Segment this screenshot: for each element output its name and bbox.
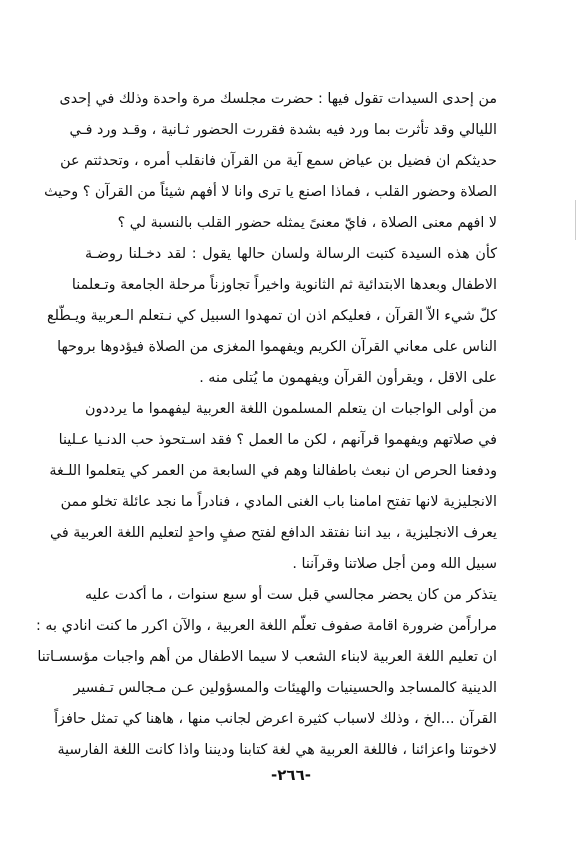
text-line: الناس على معاني القرآن الكريم ويفهموا المغزى من الصلاة فيؤدوها بروحها	[57, 339, 497, 355]
text-line: الاطفال وبعدها الابتدائية ثم الثانوية واخيراً تجاوزناً مرحلة الجامعة وتـعلمنا	[71, 277, 497, 293]
text-line: من إحدى السيدات تقول فيها : حضرت مجلسك مرة واحدة وذلك في إحدى	[59, 91, 497, 107]
text-line: يتذكر من كان يحضر مجالسي قبل ست أو سبع سنوات ، ما أكدت عليه	[85, 587, 497, 603]
page-number: -٢٦٦-	[271, 766, 311, 784]
text-line: كأن هذه السيدة كتبت الرسالة ولسان حالها يقول : لقد دخـلنا روضـة	[85, 246, 497, 262]
text-line: الدينية كالمساجد والحسينيات والهيئات والمسؤولين عـن مـجالس تـفسير	[73, 680, 497, 696]
text-line: الانجليزية لانها تفتح امامنا باب الغنى المادي ، فنادراً ما نجد عائلة تخلو ممن	[60, 494, 497, 510]
text-line: من أولى الواجبات ان يتعلم المسلمون اللغة العربية ليفهموا ما يرددون	[85, 401, 497, 417]
text-line: مراراًمن ضرورة اقامة صفوف تعلّم اللغة العربية ، والآن اكرر ما كنت انادي به :	[36, 618, 497, 634]
text-line: الصلاة وحضور القلب ، فماذا اصنع يا ترى وانا لا أفهم شيئاً من القرآن ؟ وحيث	[44, 184, 497, 200]
text-line: لا افهم معنى الصلاة ، فايّ معنىً يمثله حضور القلب بالنسبة لي ؟	[117, 215, 497, 231]
text-line: في صلاتهم ويفهموا قرآنهم ، لكن ما العمل ؟ فقد اسـتحوذ حب الدنـيا عـلينا	[58, 432, 497, 448]
text-line: على الاقل ، ويقرأون القرآن ويفهمون ما يُتلى منه .	[199, 370, 497, 386]
text-line: الليالي وقد تأثرت بما ورد فيه بشدة فقررت الحضور ثـانية ، وقـد ورد فـي	[69, 122, 497, 138]
text-line: حديثكم ان فضيل بن عياض سمع آية من القرآن فانقلب أمره ، وتحدثتم عن	[60, 153, 497, 169]
text-line: يعرف الانجليزية ، بيد اننا نفتقد الدافع لفتح صفٍ واحدٍ لتعليم اللغة العربية في	[50, 525, 497, 541]
text-line: لاخوتنا واعزائنا ، فاللغة العربية هي لغة كتابنا وديننا واذا كانت اللغة الفارسية	[57, 742, 497, 758]
text-line: ان تعليم اللغة العربية لابناء الشعب لا سيما الاطفال من أهم واجبات مؤسسـاتنا	[37, 649, 497, 665]
text-line: القرآن ...الخ ، وذلك لاسباب كثيرة اعرض لجانب منها ، هاهنا كي تمثل حافزاً	[54, 711, 497, 727]
text-line: سبيل الله ومن أجل صلاتنا وقرآننا .	[292, 556, 497, 572]
text-line: ودفعنا الحرص ان نبعث باطفالنا وهم في السابعة من العمر كي يتعلموا اللـغة	[49, 463, 497, 479]
page-edge-mark	[575, 200, 576, 240]
text-line: كلّ شيء الاّ القرآن ، فعليكم اذن ان تمهدوا السبيل كي نـتعلم الـعربية ويـطّلع	[47, 308, 497, 324]
